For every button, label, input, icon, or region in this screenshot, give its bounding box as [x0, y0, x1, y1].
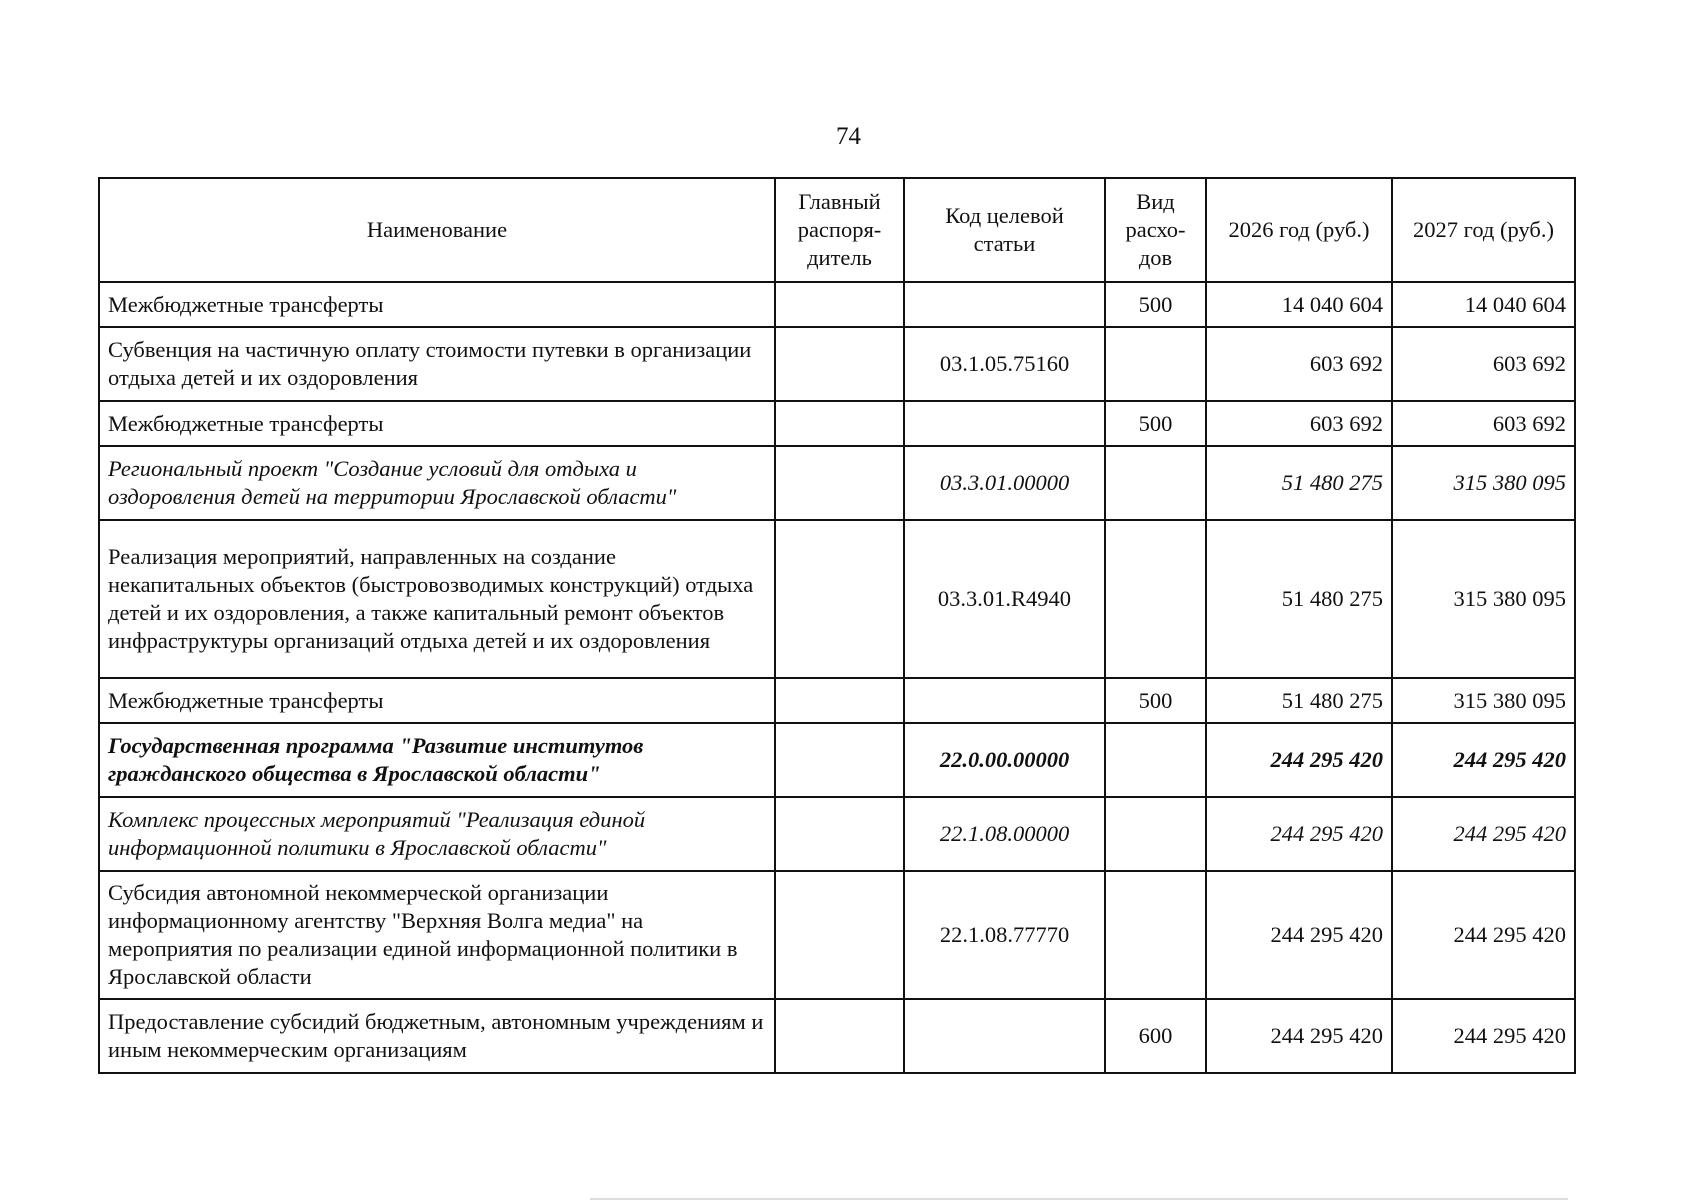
cell-name: Субсидия автономной некоммерческой организации информационному агентству "Верхняя Волга медиа" на мероприятия по реализации единой информационной политики в Ярославской области	[99, 871, 775, 999]
cell-amount-2026: 51 480 275	[1206, 520, 1392, 678]
cell-name: Межбюджетные трансферты	[99, 282, 775, 327]
cell-target-code	[904, 999, 1105, 1073]
cell-amount-2026: 244 295 420	[1206, 999, 1392, 1073]
cell-expense-type: 500	[1105, 678, 1206, 723]
cell-target-code: 03.3.01.00000	[904, 446, 1105, 520]
cell-target-code	[904, 401, 1105, 446]
cell-main-manager	[775, 871, 904, 999]
cell-main-manager	[775, 678, 904, 723]
cell-name: Реализация мероприятий, направленных на создание некапитальных объектов (быстровозводимых конструкций) отдыха детей и их оздоровления, а также капитальный ремонт объектов инфраструктуры организаций отдыха детей и их оздоровления	[99, 520, 775, 678]
cell-main-manager	[775, 327, 904, 401]
cell-target-code	[904, 282, 1105, 327]
column-header-target-code: Код целевой статьи	[904, 178, 1105, 282]
cell-name: Предоставление субсидий бюджетным, автономным учреждениям и иным некоммерческим организациям	[99, 999, 775, 1073]
cell-amount-2027: 315 380 095	[1392, 678, 1575, 723]
cell-name: Субвенция на частичную оплату стоимости путевки в организации отдыха детей и их оздоровления	[99, 327, 775, 401]
cell-amount-2027: 14 040 604	[1392, 282, 1575, 327]
page-number: 74	[836, 123, 861, 150]
cell-expense-type	[1105, 520, 1206, 678]
cell-amount-2027: 244 295 420	[1392, 999, 1575, 1073]
cell-target-code: 03.3.01.R4940	[904, 520, 1105, 678]
cell-expense-type: 600	[1105, 999, 1206, 1073]
table-row	[99, 520, 1575, 678]
table-header	[99, 178, 1575, 282]
cell-amount-2026: 244 295 420	[1206, 723, 1392, 797]
table-row	[99, 871, 1575, 999]
cell-name: Межбюджетные трансферты	[99, 401, 775, 446]
cell-amount-2026: 14 040 604	[1206, 282, 1392, 327]
cell-name: Государственная программа "Развитие институтов гражданского общества в Ярославской области"	[99, 723, 775, 797]
cell-expense-type	[1105, 723, 1206, 797]
table-row	[99, 797, 1575, 871]
cell-expense-type	[1105, 327, 1206, 401]
cell-main-manager	[775, 401, 904, 446]
cell-expense-type	[1105, 797, 1206, 871]
table-body	[99, 282, 1575, 1073]
cell-expense-type	[1105, 446, 1206, 520]
cell-target-code: 22.0.00.00000	[904, 723, 1105, 797]
cell-amount-2027: 315 380 095	[1392, 520, 1575, 678]
table-row	[99, 723, 1575, 797]
table-row	[99, 678, 1575, 723]
cell-amount-2026: 51 480 275	[1206, 446, 1392, 520]
cell-target-code: 22.1.08.77770	[904, 871, 1105, 999]
cell-amount-2027: 603 692	[1392, 401, 1575, 446]
cell-amount-2027: 244 295 420	[1392, 871, 1575, 999]
cell-amount-2026: 244 295 420	[1206, 871, 1392, 999]
cell-target-code	[904, 678, 1105, 723]
column-header-expense-type: Вид расхо-дов	[1105, 178, 1206, 282]
table-row	[99, 401, 1575, 446]
cell-name: Региональный проект "Создание условий для отдыха и оздоровления детей на территории Ярославской области"	[99, 446, 775, 520]
cell-main-manager	[775, 520, 904, 678]
cell-main-manager	[775, 446, 904, 520]
cell-amount-2026: 603 692	[1206, 401, 1392, 446]
cell-main-manager	[775, 999, 904, 1073]
column-header-main-manager: Главный распоря-дитель	[775, 178, 904, 282]
cell-amount-2026: 51 480 275	[1206, 678, 1392, 723]
table-row	[99, 282, 1575, 327]
cell-target-code: 22.1.08.00000	[904, 797, 1105, 871]
table-row	[99, 999, 1575, 1073]
cell-main-manager	[775, 797, 904, 871]
table-row	[99, 446, 1575, 520]
cell-amount-2026: 244 295 420	[1206, 797, 1392, 871]
cell-target-code: 03.1.05.75160	[904, 327, 1105, 401]
cell-amount-2027: 244 295 420	[1392, 797, 1575, 871]
cell-expense-type: 500	[1105, 282, 1206, 327]
cell-main-manager	[775, 282, 904, 327]
table-row	[99, 327, 1575, 401]
cell-expense-type: 500	[1105, 401, 1206, 446]
cell-amount-2027: 315 380 095	[1392, 446, 1575, 520]
cell-amount-2027: 603 692	[1392, 327, 1575, 401]
budget-table	[98, 177, 1576, 1074]
cell-amount-2027: 244 295 420	[1392, 723, 1575, 797]
cell-main-manager	[775, 723, 904, 797]
cell-expense-type	[1105, 871, 1206, 999]
cell-amount-2026: 603 692	[1206, 327, 1392, 401]
cell-name: Комплекс процессных мероприятий "Реализация единой информационной политики в Ярославской области"	[99, 797, 775, 871]
column-header-2026: 2026 год (руб.)	[1206, 178, 1392, 282]
column-header-2027: 2027 год (руб.)	[1392, 178, 1575, 282]
cell-name: Межбюджетные трансферты	[99, 678, 775, 723]
column-header-name: Наименование	[99, 178, 775, 282]
